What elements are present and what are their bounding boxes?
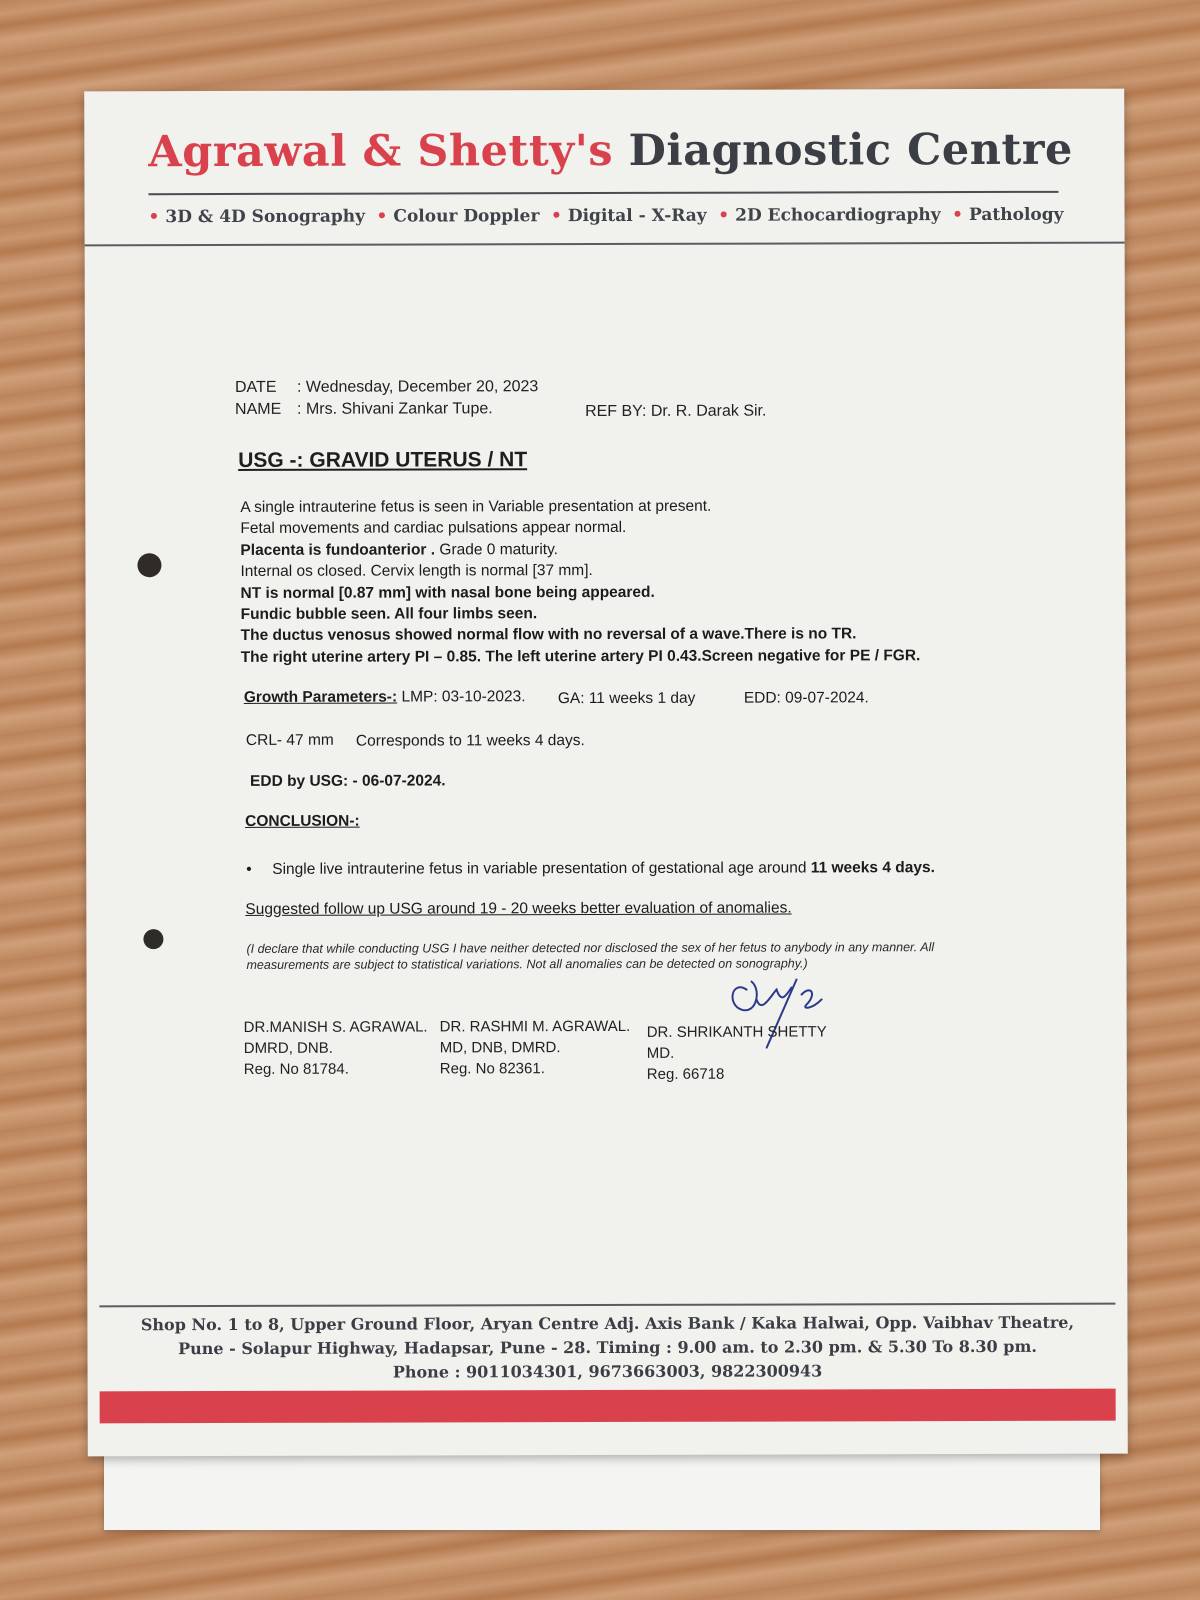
- service-item: • Colour Doppler: [376, 206, 540, 227]
- footer-line: Shop No. 1 to 8, Upper Ground Floor, Aryan Centre Adj. Axis Bank / Kaka Halwai, Opp. Vaibhav Theatre,: [140, 1312, 1075, 1335]
- doctor-degree: MD.: [646, 1044, 675, 1062]
- footer-phone: Phone : 9011034301, 9673663003, 9822300943: [392, 1361, 823, 1382]
- finding-line: Fetal movements and cardiac pulsations appear normal.: [240, 519, 627, 538]
- doctor-degree: MD, DNB, DMRD.: [439, 1039, 561, 1057]
- header-bottom-divider: [85, 242, 1125, 247]
- ref-by: REF BY: Dr. R. Darak Sir.: [585, 402, 767, 421]
- doctor-block: [647, 1021, 827, 1084]
- report-sheet: [84, 89, 1128, 1457]
- service-item: • 3D & 4D Sonography: [148, 206, 365, 228]
- service-item: • Pathology: [952, 204, 1064, 226]
- service-item: • 2D Echocardiography: [718, 205, 941, 226]
- doctor-block: [244, 1016, 428, 1079]
- disclaimer: (I declare that while conducting USG I have neither detected nor disclosed the sex of her fetus to anybody in any manner. All measurements are subject to statistical variations. Not all anomalies can be detected on sonography.): [246, 940, 935, 972]
- doctor-degree: DMRD, DNB.: [243, 1039, 333, 1057]
- conclusion-bullet: • Single live intrauterine fetus in variable presentation of gestational age around 11 weeks 4 days.: [246, 859, 935, 878]
- letterhead-title-dark: Diagnostic Centre: [628, 124, 1073, 176]
- report-heading: USG -: GRAVID UTERUS / NT: [238, 448, 528, 472]
- doctor-reg: Reg. 66718: [646, 1065, 725, 1083]
- corresponds-value: Corresponds to 11 weeks 4 days.: [355, 732, 585, 750]
- doctor-reg: Reg. No 82361.: [439, 1060, 545, 1078]
- name-label: NAME: [235, 400, 282, 418]
- growth-label: Growth Parameters-:: [243, 688, 398, 706]
- doctor-block: [440, 1016, 631, 1079]
- letterhead-title-red: Agrawal & Shetty's: [148, 125, 614, 178]
- doctor-name: DR. RASHMI M. AGRAWAL.: [439, 1017, 631, 1036]
- services-list: [149, 205, 1064, 227]
- name-value: : Mrs. Shivani Zankar Tupe.: [297, 400, 493, 418]
- edd-value: EDD: 09-07-2024.: [743, 689, 869, 707]
- punch-hole-icon: [143, 929, 163, 949]
- doctor-reg: Reg. No 81784.: [243, 1060, 349, 1078]
- header-divider: [148, 191, 1058, 195]
- growth-parameters: [244, 688, 526, 707]
- footer-divider: [99, 1303, 1115, 1308]
- followup-note: Suggested follow up USG around 19 - 20 weeks better evaluation of anomalies.: [245, 899, 792, 918]
- finding-line: NT is normal [0.87 mm] with nasal bone being appeared.: [240, 583, 655, 602]
- finding-line: The right uterine artery PI – 0.85. The left uterine artery PI 0.43.Screen negative for PE / FGR.: [240, 647, 921, 666]
- date-value: : Wednesday, December 20, 2023: [296, 378, 539, 396]
- footer-band: [100, 1389, 1116, 1424]
- conclusion-label: CONCLUSION-:: [245, 812, 360, 830]
- findings: [240, 495, 1040, 668]
- name-row: [235, 400, 493, 419]
- footer-line: Pune - Solapur Highway, Hadapsar, Pune - 28. Timing : 9.00 am. to 2.30 pm. & 5.30 To 8.30 pm.: [178, 1336, 1037, 1359]
- date-row: [235, 378, 538, 397]
- finding-line: Fundic bubble seen. All four limbs seen.: [240, 605, 538, 623]
- lmp-value: LMP: 03-10-2023.: [397, 688, 526, 706]
- date-label: DATE: [234, 378, 277, 396]
- ga-value: GA: 11 weeks 1 day: [557, 689, 696, 708]
- service-item: • Digital - X-Ray: [550, 205, 707, 227]
- finding-line: The ductus venosus showed normal flow with no reversal of a wave.There is no TR.: [240, 625, 857, 645]
- letterhead-title: [148, 124, 1073, 178]
- finding-line: Internal os closed. Cervix length is normal [37 mm].: [240, 562, 593, 581]
- crl-value: CRL- 47 mm: [245, 731, 334, 749]
- punch-hole-icon: [137, 553, 161, 577]
- finding-line: A single intrauterine fetus is seen in Variable presentation at present.: [240, 497, 712, 516]
- doctor-name: DR. SHRIKANTH SHETTY: [646, 1023, 827, 1041]
- footer-address: [99, 1311, 1115, 1386]
- finding-line: Placenta is fundoanterior . Grade 0 maturity.: [240, 540, 559, 559]
- doctor-name: DR.MANISH S. AGRAWAL.: [243, 1018, 428, 1036]
- edd-by-usg: EDD by USG: - 06-07-2024.: [249, 772, 446, 790]
